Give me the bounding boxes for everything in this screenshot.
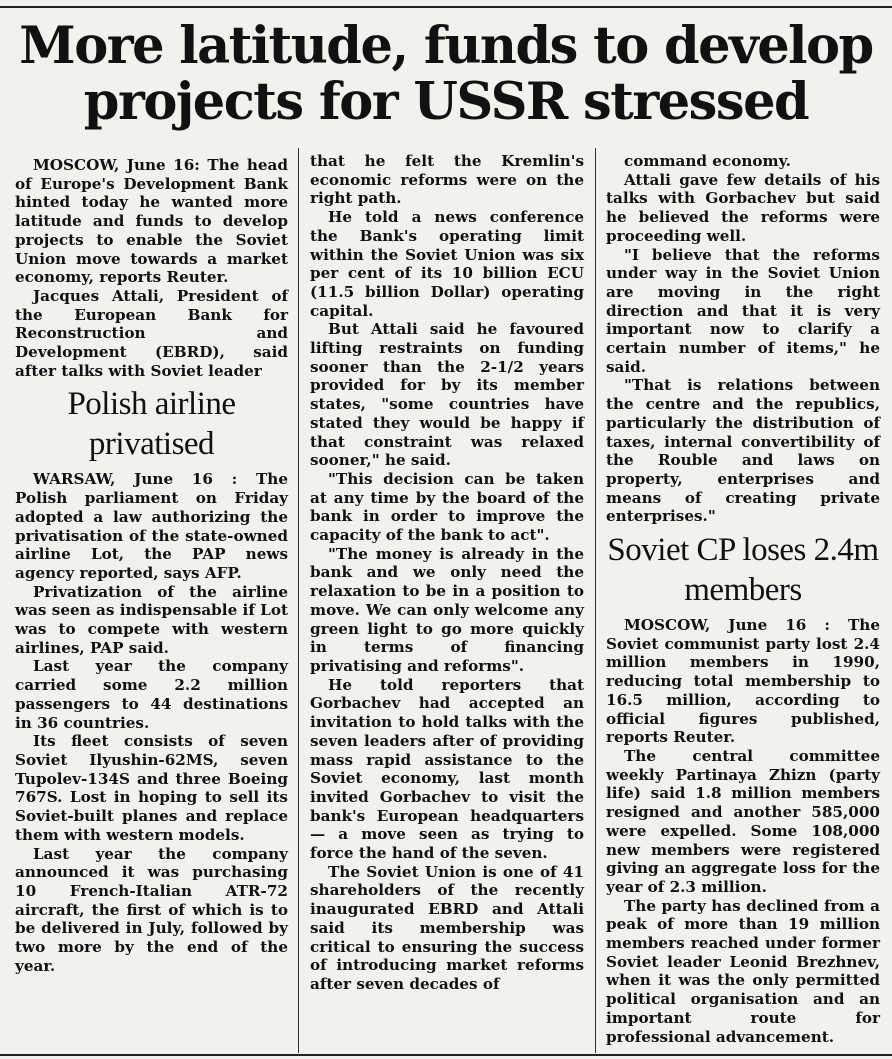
polish-airline-headline: Polish airline privatised bbox=[67, 386, 236, 463]
article-paragraph: Attali gave few details of his talks with Gorbachev but said he believed the reforms were proceeding well. bbox=[606, 170, 880, 245]
column-divider bbox=[595, 148, 596, 1053]
article-paragraph: The Soviet Union is one of 41 shareholders of the recently inaugurated EBRD and Attali said its membership was critical to ensuring the success of introducing market reforms after seven decades of bbox=[310, 862, 584, 993]
article-paragraph: He told reporters that Gorbachev had accepted an invitation to hold talks with the seven leaders after of providing mass rapid assistance to the Soviet economy, last month invited Gorbachev to visit the bank's European headquarters — a move seen as trying to force the hand of the seven. bbox=[310, 675, 584, 863]
article-paragraph: But Attali said he favoured lifting restraints on funding sooner than the 2-1/2 years provided for by its member states, "some countries have stated they would be happy if that constraint was relaxed sooner," he said. bbox=[310, 320, 584, 470]
article-paragraph: MOSCOW, June 16: The head of Europe's Development Bank hinted today he wanted more latitude and funds to develop projects to enable the Soviet Union move towards a market economy, reports Reuter. bbox=[15, 156, 288, 287]
article-paragraph: WARSAW, June 16 : The Polish parliament on Friday adopted a law authorizing the privatisation of the state-owned airline Lot, the PAP news agency reported, says AFP. bbox=[15, 470, 288, 582]
article-paragraph: command economy. bbox=[624, 152, 791, 170]
column-divider bbox=[298, 148, 299, 1053]
article-paragraph: Last year the company announced it was purchasing 10 French-Italian ATR-72 aircraft, the first of which is to be delivered in July, followed by two more by the end of the year. bbox=[15, 844, 288, 975]
article-paragraph: Privatization of the airline was seen as indispensable if Lot was to compete with western airlines, PAP said. bbox=[15, 582, 288, 657]
column-2 bbox=[310, 152, 584, 994]
article-paragraph: The party has declined from a peak of more than 19 million members reached under former Soviet leader Leonid Brezhnev, when it was the only permitted political organisation and an important route for professional advancement. bbox=[606, 896, 880, 1046]
article-paragraph: Its fleet consists of seven Soviet Ilyushin-62MS, seven Tupolev-134S and three Boeing 767S. Lost in hoping to sell its Soviet-built planes and replace them with western models. bbox=[15, 732, 288, 844]
article-paragraph: that he felt the Kremlin's economic reforms were on the right path. bbox=[310, 152, 584, 208]
soviet-cp-headline: Soviet CP loses 2.4m members bbox=[607, 532, 879, 609]
main-headline: More latitude, funds to develop projects for USSR stressed bbox=[19, 16, 873, 132]
article-paragraph: "That is relations between the centre and the republics, particularly the distribution of taxes, internal convertibility of the Rouble and laws on property, enterprises and means of creating private enterprises." bbox=[606, 376, 880, 526]
article-paragraph: "This decision can be taken at any time by the board of the bank in order to improve the capacity of the bank to act". bbox=[310, 469, 584, 545]
article-paragraph: He told a news conference the Bank's operating limit within the Soviet Union was six per cent of its 10 billion ECU (11.5 billion Dollar) operating capital. bbox=[310, 208, 584, 320]
column-1 bbox=[15, 156, 288, 975]
article-paragraph: "The money is already in the bank and we only need the relaxation to be in a position to move. We can only welcome any green light to go more quickly in terms of financing privatising and reforms". bbox=[310, 544, 584, 675]
top-rule bbox=[0, 6, 892, 8]
dateline: MOSCOW, June 16: bbox=[33, 156, 200, 174]
dateline: MOSCOW, June 16 : bbox=[624, 616, 830, 635]
dateline: WARSAW, June 16 : bbox=[33, 470, 238, 489]
article-paragraph: Jacques Attali, President of the European Bank for Reconstruction and Development (EBRD), said after talks with Soviet leader bbox=[15, 286, 288, 380]
article-paragraph: The central committee weekly Partinaya Zhizn (party life) said 1.8 million members resigned and another 585,000 were expelled. Some 108,000 new members were registered giving an aggregate loss for the year of 2.3 million. bbox=[606, 746, 880, 896]
column-3 bbox=[606, 152, 880, 1046]
article-paragraph: "I believe that the reforms under way in the Soviet Union are moving in the right direction and that it is very important now to clarify a certain number of items," he said. bbox=[606, 245, 880, 376]
article-paragraph: MOSCOW, June 16 : The Soviet communist party lost 2.4 million members in 1990, reducing total membership to 16.5 million, according to official figures published, reports Reuter. bbox=[606, 616, 880, 747]
bottom-rule bbox=[0, 1054, 892, 1056]
article-paragraph: Last year the company carried some 2.2 million passengers to 44 destinations in 36 countries. bbox=[15, 657, 288, 732]
